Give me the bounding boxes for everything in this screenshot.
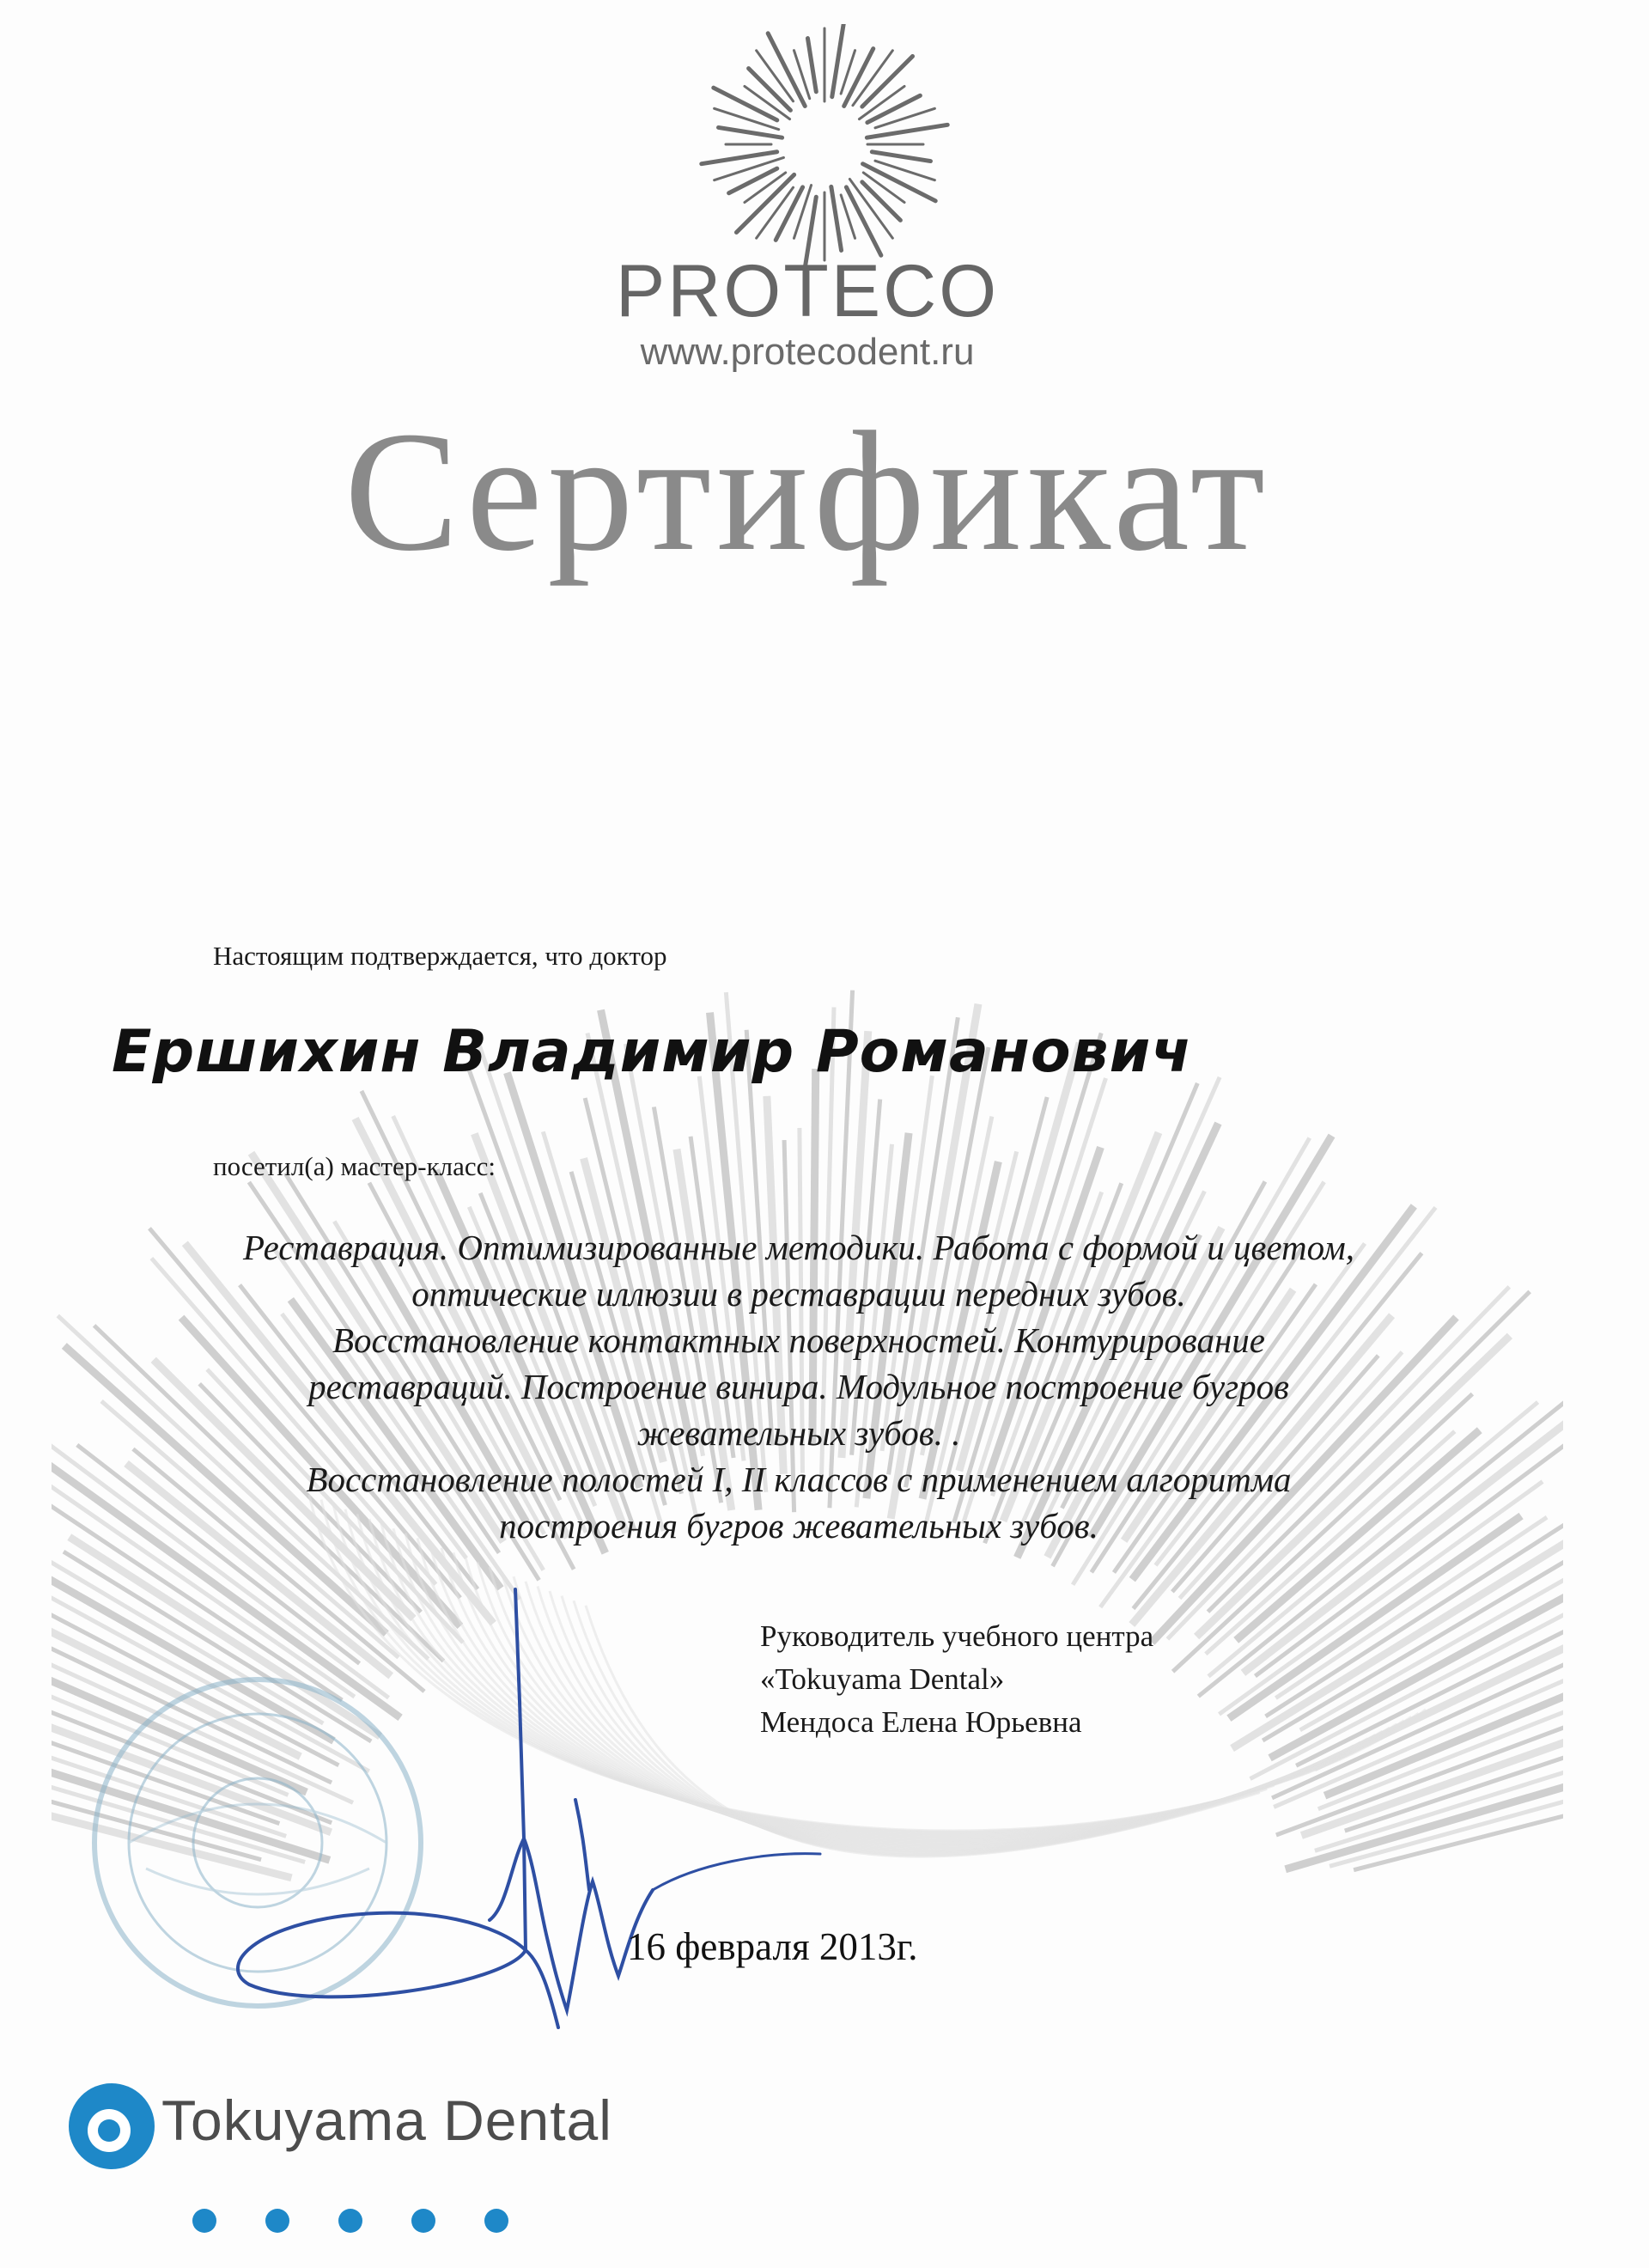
- course-line: Восстановление контактных поверхностей. Контурирование: [332, 1320, 1265, 1360]
- certificate-date: 16 февраля 2013г.: [627, 1925, 918, 1968]
- brand-name: PROTECO: [615, 250, 1000, 332]
- brand-website: www.protecodent.ru: [640, 331, 975, 373]
- signature: [215, 1581, 833, 2062]
- signer-position-line2: «Tokuyama Dental»: [760, 1662, 1005, 1696]
- attended-text: посетил(а) мастер-класс:: [213, 1151, 496, 1181]
- signer-position-line1: Руководитель учебного центра: [760, 1619, 1154, 1653]
- signer-name: Мендоса Елена Юрьевна: [760, 1705, 1082, 1739]
- certificate-title: Сертификат: [344, 397, 1271, 587]
- footer-company-name: Tokuyama Dental: [161, 2088, 612, 2152]
- course-line: реставраций. Построение винира. Модульное построение бугров: [308, 1367, 1289, 1406]
- course-line: Реставрация. Оптимизированные методики. Работа с формой и цветом,: [243, 1228, 1354, 1267]
- confirmation-text: Настоящим подтверждается, что доктор: [213, 941, 667, 971]
- course-line: жевательных зубов. .: [636, 1413, 961, 1453]
- decorative-dots: [187, 2204, 531, 2238]
- tokuyama-logo-icon: [64, 2079, 159, 2174]
- proteco-logo-icon: [670, 24, 979, 273]
- doctor-name: Ершихин Владимир Романович: [112, 1018, 1192, 1086]
- course-description: [103, 1224, 1494, 1549]
- course-line: оптические иллюзии в реставрации передних зубов.: [411, 1274, 1186, 1314]
- course-line: Восстановление полостей I, II классов с применением алгоритма: [306, 1460, 1292, 1499]
- course-line: построения бугров жевательных зубов.: [499, 1506, 1098, 1546]
